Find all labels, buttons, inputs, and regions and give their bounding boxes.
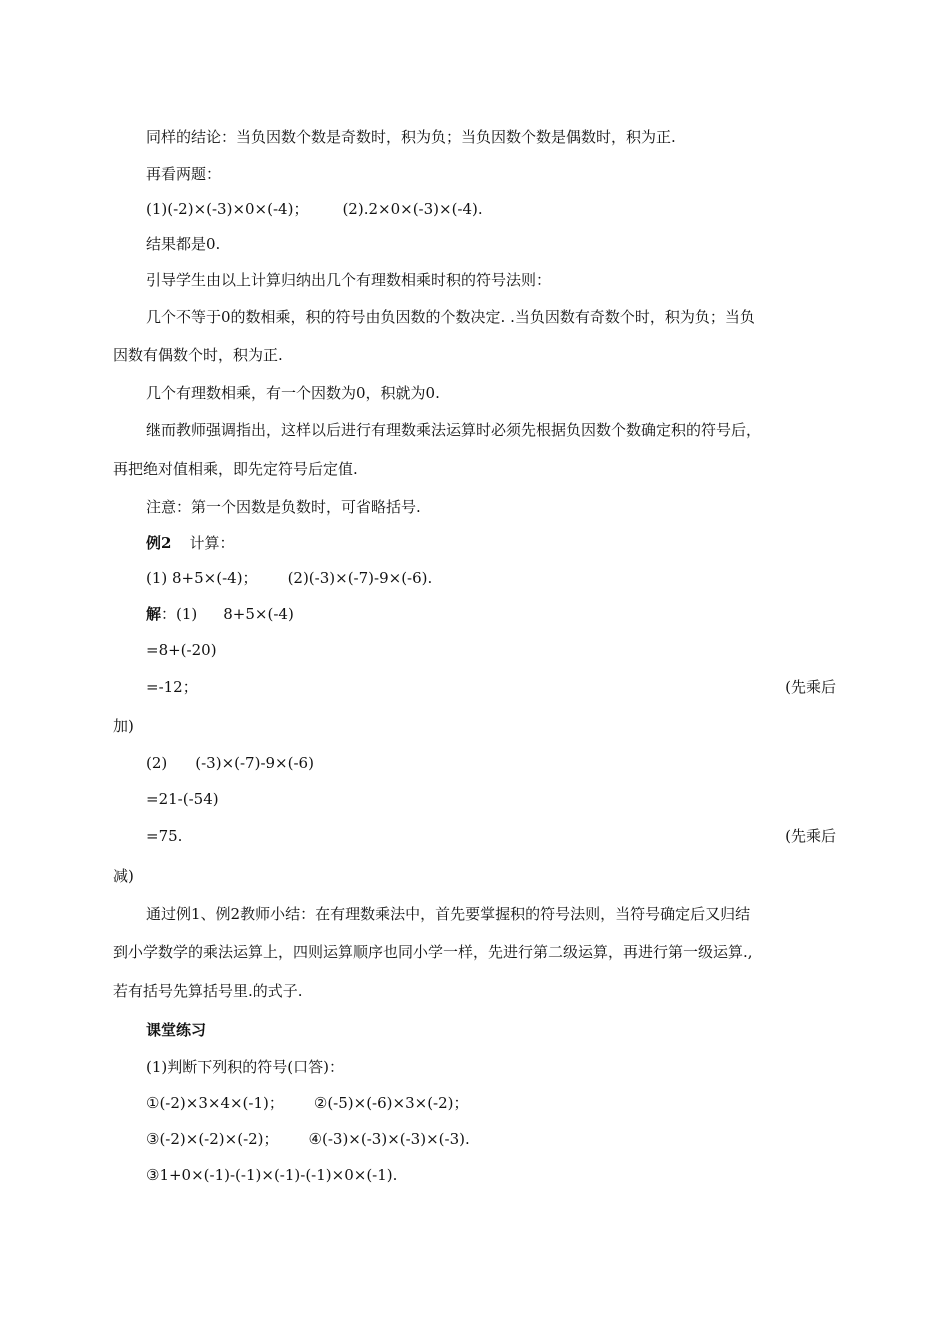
- solution-step-2: =-12；: [146, 678, 198, 696]
- solution-note-1-cont: 加): [113, 717, 134, 735]
- example-problem-2: (2)(-3)×(-7)-9×(-6).: [287, 569, 433, 587]
- solution-line-1: [146, 604, 294, 624]
- example-instruction: 计算：: [189, 534, 235, 552]
- summary-line-2: 到小学数学的乘法运算上，四则运算顺序也同小学一样，先进行第二级运算，再进行第一级运算.,: [113, 943, 753, 961]
- practice-item-4: ④(-3)×(-3)×(-3)×(-3).: [308, 1130, 470, 1148]
- paragraph-result-zero: 结果都是0.: [146, 235, 221, 253]
- paragraph-emphasis-line2: 再把绝对值相乘，即先定符号后定值.: [113, 460, 358, 478]
- practice-row-2: [146, 1129, 470, 1149]
- problem-pair: [146, 199, 483, 219]
- solution-expression-2: (-3)×(-7)-9×(-6): [195, 754, 314, 772]
- practice-item-5: ③1+0×(-1)-(-1)×(-1)-(-1)×0×(-1).: [146, 1166, 398, 1184]
- paragraph-guide: 引导学生由以上计算归纳出几个有理数相乘时积的符号法则：: [146, 271, 552, 289]
- summary-line-3: 若有括号先算括号里.的式子.: [113, 982, 303, 1000]
- solution-note-2: (先乘后: [785, 827, 836, 845]
- example-problem-1: (1) 8+5×(-4)；: [146, 569, 258, 587]
- solution-note-1: (先乘后: [785, 678, 836, 696]
- solution-expression-1: 8+5×(-4): [223, 605, 294, 623]
- summary-line-1: 通过例1、例2教师小结：在有理数乘法中，首先要掌握积的符号法则，当符号确定后又归结: [146, 905, 751, 923]
- practice-item-2: ②(-5)×(-6)×3×(-2)；: [313, 1094, 469, 1112]
- practice-item-1: ①(-2)×3×4×(-1)；: [146, 1094, 284, 1112]
- practice-instruction: (1)判断下列积的符号(口答)：: [146, 1058, 344, 1076]
- paragraph-emphasis-line1: 继而教师强调指出，这样以后进行有理数乘法运算时必须先根据负因数个数确定积的符号后，: [146, 421, 762, 439]
- solution-part-label: ：(1): [161, 605, 198, 623]
- paragraph-rule-line2: 因数有偶数个时，积为正.: [113, 346, 283, 364]
- paragraph-rule-line1: 几个不等于0的数相乘，积的符号由负因数的个数决定. .当负因数有奇数个时，积为负；当负: [146, 308, 755, 326]
- solution-part-2-label: (2): [146, 754, 168, 772]
- paragraph-zero-factor: 几个有理数相乘，有一个因数为0，积就为0.: [146, 384, 440, 402]
- paragraph-two-problems: 再看两题：: [146, 165, 222, 183]
- problem-1: (1)(-2)×(-3)×0×(-4)；: [146, 200, 309, 218]
- practice-row-1: [146, 1093, 469, 1113]
- solution-note-2-cont: 减): [113, 867, 134, 885]
- solution-step-1: =8+(-20): [146, 641, 217, 659]
- problem-2: (2).2×0×(-3)×(-4).: [342, 200, 483, 218]
- practice-item-3: ③(-2)×(-2)×(-2)；: [146, 1130, 279, 1148]
- solution-line-2: [146, 753, 314, 773]
- section-heading-practice: 课堂练习: [146, 1021, 207, 1039]
- solution-step-4: =75.: [146, 827, 183, 845]
- example-label: 例2: [146, 534, 172, 552]
- paragraph-conclusion: 同样的结论：当负因数个数是奇数时，积为负；当负因数个数是偶数时，积为正.: [146, 128, 676, 146]
- solution-label: 解: [146, 605, 162, 623]
- example-2-heading: [146, 533, 234, 553]
- solution-step-3: =21-(-54): [146, 790, 219, 808]
- paragraph-note: 注意：第一个因数是负数时，可省略括号.: [146, 498, 421, 516]
- example-2-problems: [146, 568, 432, 588]
